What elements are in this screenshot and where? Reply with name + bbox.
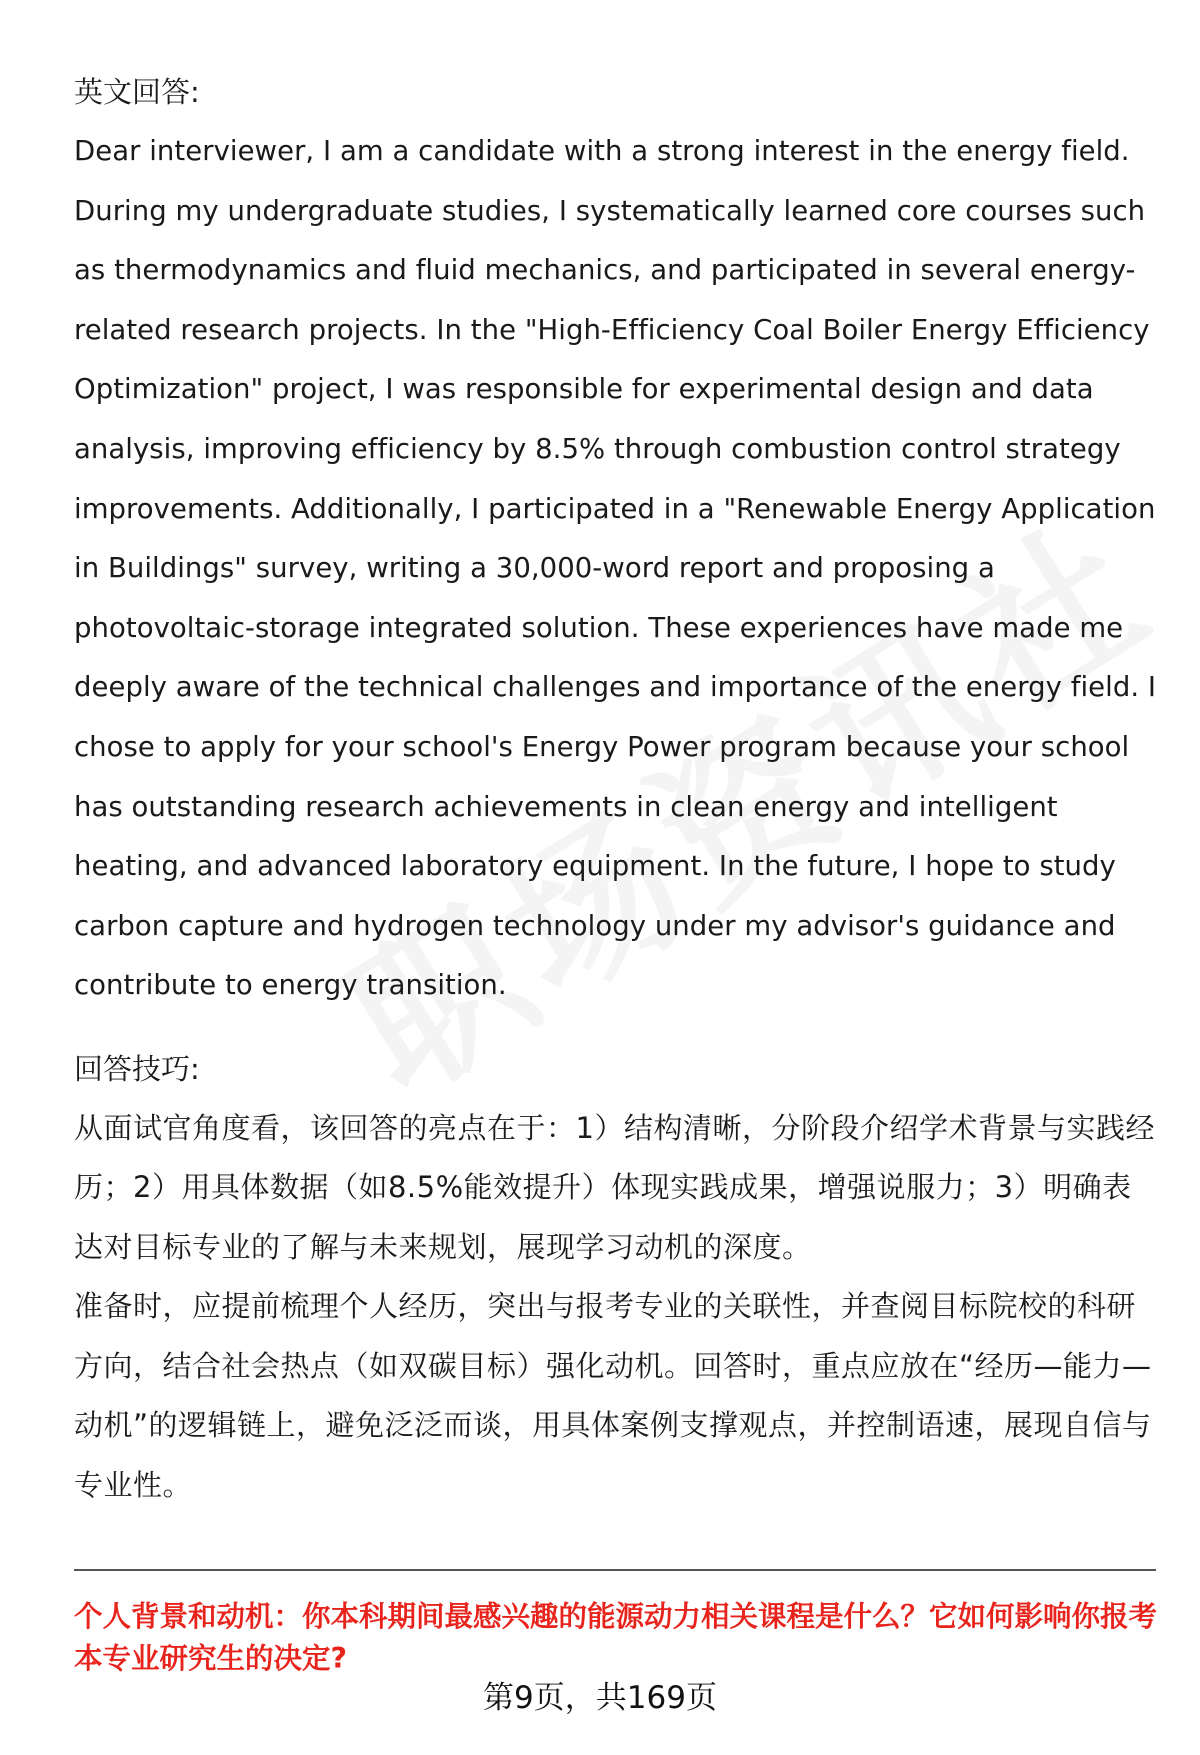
section-divider xyxy=(74,1569,1156,1571)
english-answer-label: 英文回答: xyxy=(74,75,200,109)
tips-paragraph-1: 从面试官角度看，该回答的亮点在于：1）结构清晰，分阶段介绍学术背景与实践经历；2）用具体数据（如8.5%能效提升）体现实践成果，增强说服力；3）明确表达对目标专业的了解与未来规划，展现学习动机的深度。 xyxy=(74,1110,1155,1264)
english-answer-text: Dear interviewer, I am a candidate with a strong interest in the energy field. During my undergraduate studies, I systematically learned core courses such as thermodynamics and fluid mechanics, and participated in several energy-related research projects. In the "High-Efficiency Coal Boiler Energy Efficiency Optimization" project, I was responsible for experimental design and data analysis, improving efficiency by 8.5% through combustion control strategy improvements. Additionally, I participated in a "Renewable Energy Application in Buildings" survey, writing a 30,000-word report and proposing a photovoltaic-storage integrated solution. These experiences have made me deeply aware of the technical challenges and importance of the energy field. I chose to apply for your school's Energy Power program because your school has outstanding research achievements in clean energy and intelligent heating, and advanced laboratory equipment. In the future, I hope to study carbon capture and hydrogen technology under my advisor's guidance and contribute to energy transition. xyxy=(74,135,1157,1002)
next-question-heading: 个人背景和动机：你本科期间最感兴趣的能源动力相关课程是什么？它如何影响你报考本专业研究生的决定? xyxy=(74,1600,1158,1675)
page-content xyxy=(74,62,1160,1515)
page-number: 第9页，共169页 xyxy=(483,1680,717,1716)
tips-paragraph-2: 准备时，应提前梳理个人经历，突出与报考专业的关联性，并查阅目标院校的科研方向，结合社会热点（如双碳目标）强化动机。回答时，重点应放在“经历—能力—动机”的逻辑链上，避免泛泛而谈，用具体案例支撑观点，并控制语速，展现自信与专业性。 xyxy=(74,1289,1152,1502)
tips-label: 回答技巧: xyxy=(74,1051,200,1086)
